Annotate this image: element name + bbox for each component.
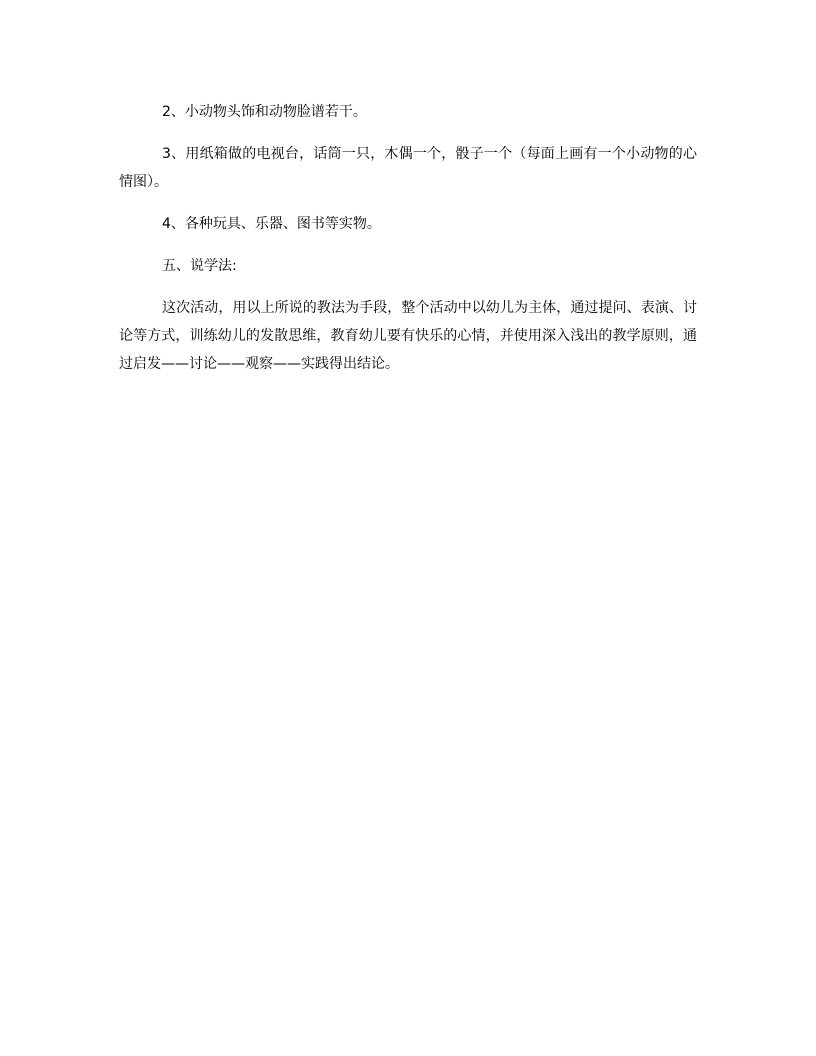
material-item-3: 3、用纸箱做的电视台，话筒一只，木偶一个，骰子一个（每面上画有一个小动物的心情图）。 [119, 146, 697, 190]
document-body [119, 98, 697, 378]
learning-method-paragraph: 这次活动，用以上所说的教法为手段，整个活动中以幼儿为主体，通过提问、表演、讨论等方式，训练幼儿的发散思维，教育幼儿要有快乐的心情，并使用深入浅出的教学原则，通过启发——讨论——观察——实践得出结论。 [119, 300, 697, 372]
material-item-4: 4、各种玩具、乐器、图书等实物。 [162, 216, 381, 232]
material-item-2: 2、小动物头饰和动物脸谱若干。 [162, 104, 367, 120]
section-heading-learning-method: 五、说学法: [162, 258, 237, 274]
